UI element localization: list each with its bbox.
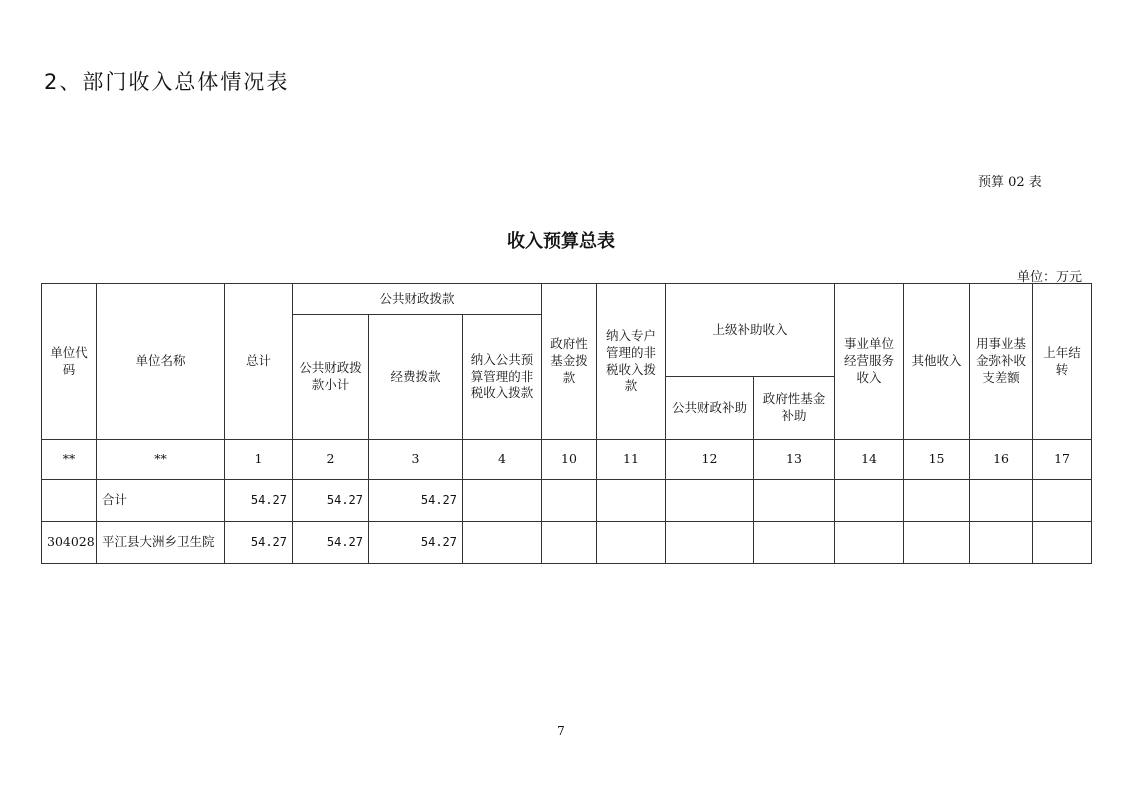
cell-code (42, 480, 97, 522)
table-row (42, 480, 1092, 522)
cell-subtotal: 54.27 (293, 480, 369, 522)
index-cell: 11 (597, 440, 666, 480)
header-public-finance: 公共财政拨款 (293, 284, 542, 315)
cell-name: 平江县大洲乡卫生院 (97, 522, 225, 564)
cell-empty (904, 480, 970, 522)
form-number: 预算 02 表 (978, 175, 1042, 190)
index-cell: 12 (666, 440, 754, 480)
header-business-income: 事业单位经营服务收入 (835, 284, 904, 440)
header-nontax-special: 纳入专户管理的非税收入拨款 (597, 284, 666, 440)
header-business-fund-offset: 用事业基金弥补收支差额 (970, 284, 1033, 440)
index-cell: 1 (225, 440, 293, 480)
index-cell: ** (97, 440, 225, 480)
header-nontax-into-budget: 纳入公共预算管理的非税收入拨款 (463, 315, 542, 440)
cell-funding: 54.27 (369, 480, 463, 522)
cell-funding: 54.27 (369, 522, 463, 564)
cell-empty (542, 480, 597, 522)
income-budget-table (41, 283, 1092, 564)
cell-empty (542, 522, 597, 564)
cell-empty (1033, 480, 1092, 522)
cell-empty (1033, 522, 1092, 564)
index-row (42, 440, 1092, 480)
header-prior-year-balance: 上年结转 (1033, 284, 1092, 440)
header-funding: 经费拨款 (369, 315, 463, 440)
cell-empty (597, 480, 666, 522)
cell-empty (904, 522, 970, 564)
index-cell: 10 (542, 440, 597, 480)
header-other-income: 其他收入 (904, 284, 970, 440)
header-public-finance-subtotal: 公共财政拨款小计 (293, 315, 369, 440)
header-public-finance-subsidy: 公共财政补助 (666, 377, 754, 440)
cell-name: 合计 (97, 480, 225, 522)
header-total: 总计 (225, 284, 293, 440)
page-number: 7 (557, 724, 565, 738)
index-cell: ** (42, 440, 97, 480)
header-gov-fund-subsidy: 政府性基金补助 (754, 377, 835, 440)
cell-empty (754, 522, 835, 564)
cell-empty (754, 480, 835, 522)
index-cell: 16 (970, 440, 1033, 480)
header-superior-subsidy: 上级补助收入 (666, 284, 835, 377)
index-cell: 15 (904, 440, 970, 480)
table-title: 收入预算总表 (507, 231, 615, 252)
header-row-1 (42, 284, 1092, 315)
cell-empty (835, 522, 904, 564)
index-cell: 2 (293, 440, 369, 480)
header-unit-code: 单位代码 (42, 284, 97, 440)
cell-empty (666, 480, 754, 522)
index-cell: 3 (369, 440, 463, 480)
cell-empty (463, 480, 542, 522)
cell-subtotal: 54.27 (293, 522, 369, 564)
cell-empty (597, 522, 666, 564)
cell-total: 54.27 (225, 480, 293, 522)
section-heading: 2、部门收入总体情况表 (44, 70, 290, 94)
cell-code: 304028 (42, 522, 97, 564)
unit-label: 单位：万元 (1017, 270, 1083, 285)
index-cell: 4 (463, 440, 542, 480)
table-row (42, 522, 1092, 564)
cell-empty (463, 522, 542, 564)
cell-total: 54.27 (225, 522, 293, 564)
cell-empty (970, 522, 1033, 564)
cell-empty (666, 522, 754, 564)
index-cell: 17 (1033, 440, 1092, 480)
cell-empty (835, 480, 904, 522)
header-gov-fund: 政府性基金拨款 (542, 284, 597, 440)
cell-empty (970, 480, 1033, 522)
header-unit-name: 单位名称 (97, 284, 225, 440)
index-cell: 14 (835, 440, 904, 480)
index-cell: 13 (754, 440, 835, 480)
